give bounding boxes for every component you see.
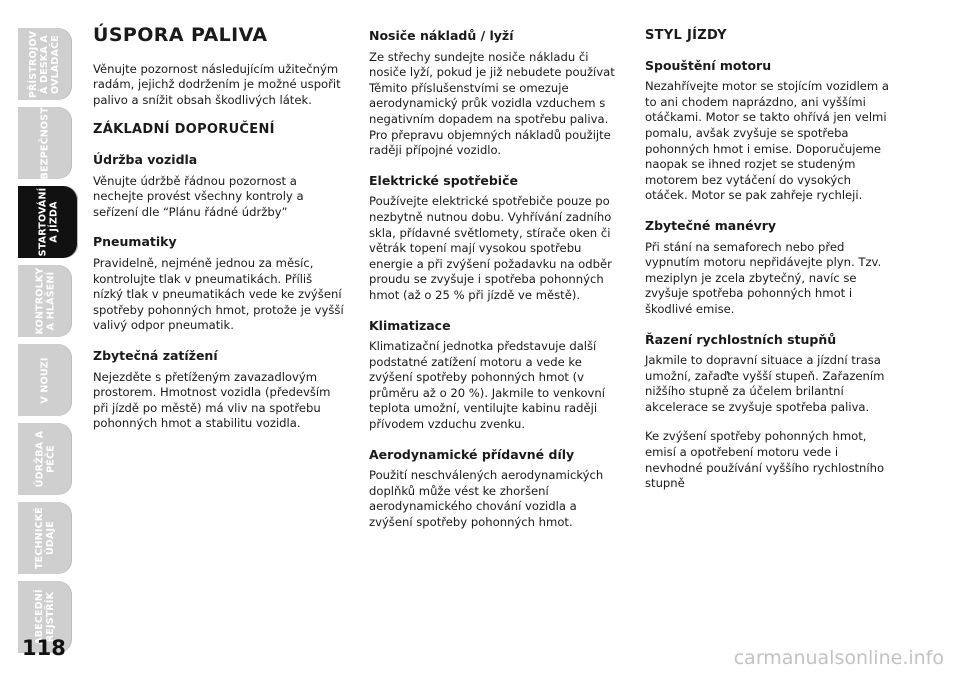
tab-label: V NOUZI — [39, 356, 51, 404]
paragraph: Ke zvýšení spotřeby pohonných hmot, emisí a opotřebení motoru vede i nevhodné používání vyššího rychlostního stupně — [645, 429, 885, 491]
tab-technicke-udaje[interactable] — [18, 502, 72, 574]
subheading: Zbytečná zatížení — [93, 347, 218, 363]
subheading: Zbytečné manévry — [645, 217, 777, 233]
paragraph: Nejezděte s přetíženým zavazadlovým prostorem. Hmotnost vozidla (především při jízdě po městě) má vliv na spotřebu pohonných hmot a stabilitu vozidla. — [93, 369, 331, 431]
paragraph: Klimatizační jednotka představuje další podstatné zatížení motoru a vede ke zvýšení spotřeby pohonných hmot (v průměru až o 20 %). Jakmile to venkovní teplota umožní, ventilujte kabinu raději přívodem vzduchu zvenku. — [369, 339, 605, 432]
paragraph: Nezahřívejte motor se stojícím vozidlem a to ani chodem naprázdno, ani vyššími otáčkami. Motor se takto ohřívá jen velmi pomalu, avšak zvyšuje se spotřeba pohonných hmot i emise. Doporučujeme naopak se ihned rozjet se studeným motorem bez vytáčení do vysokých otáček. Motor se pak zahřeje rychleji. — [645, 79, 890, 203]
tab-udrzba[interactable] — [18, 423, 72, 495]
tab-kontrolky[interactable] — [18, 265, 72, 337]
paragraph: Při stání na semaforech nebo před vypnutím motoru nepřidávejte plyn. Tzv. meziplyn je zcela zbytečný, navíc se zvyšuje spotřeba pohonných hmot i škodlivé emise. — [645, 239, 882, 316]
paragraph: Věnujte údržbě řádnou pozornost a nechejte provést všechny kontroly a seřízení dle “Plánu řádné údržby” — [93, 173, 304, 219]
section-title: STYL JÍZDY — [645, 28, 727, 43]
intro-text: Věnujte pozornost následujícím užitečným radám, jejichž dodržením je možné uspořit palivo a snížit obsah škodlivých látek. — [93, 61, 341, 107]
chapter-tabs — [18, 28, 74, 660]
subheading: Klimatizace — [369, 317, 451, 333]
paragraph: Pravidelně, nejméně jednou za měsíc, kontrolujte tlak v pneumatikách. Příliš nízký tlak v pneumatikách vede ke zvýšení spotřeby pohonných hmot, protože je vyšší valivý odpor pneumatik. — [93, 255, 344, 333]
tab-label: PŘÍSTROJOV Á DESKA A OVLADAČE — [28, 30, 62, 98]
subheading: Pneumatiky — [93, 234, 177, 250]
paragraph: Použití neschválených aerodynamických doplňků může vést ke zhoršení aerodynamického chování vozidla a zvýšení spotřeby pohonných hmot. — [369, 468, 604, 530]
paragraph: Jakmile to dopravní situace a jízdní trasa umožní, zařaďte vyšší stupeň. Zařazením nižšího stupně za účelem brilantní akcelerace se zvyšuje spotřeba paliva. — [645, 353, 885, 414]
page-title: ÚSPORA PALIVA — [93, 24, 268, 46]
tab-pristrojova-deska[interactable] — [18, 28, 72, 100]
tab-label: ÚDRŽBA A PÉČE — [34, 430, 57, 488]
subheading: Údržba vozidla — [93, 151, 198, 167]
subheading: Elektrické spotřebiče — [369, 172, 518, 188]
paragraph: Používejte elektrické spotřebiče pouze po nezbytně nutnou dobu. Vyhřívání zadního skla, přídavné světlomety, stírače oken či větrák topení mají vysokou spotřebu energie a při zvýšení požadavku na odběr proudu se zvyšuje i spotřeba pohonných hmot (až o 25 % při jízdě ve městě). — [369, 194, 612, 302]
tab-startovani-a-jizda[interactable] — [18, 186, 78, 258]
page-number: 118 — [22, 636, 66, 660]
column-3 — [645, 28, 897, 506]
tab-bezpecnost[interactable] — [18, 107, 72, 179]
tab-label: STARTOVÁNÍ A JÍZDA — [37, 187, 60, 257]
subheading: Nosiče nákladů / lyží — [369, 28, 514, 43]
subheading: Spouštění motoru — [645, 57, 772, 73]
tab-label: KONTROLKY A HLÁŠENÍ — [34, 267, 56, 335]
subheading: Aerodynamické přídavné díly — [369, 446, 575, 462]
paragraph: Ze střechy sundejte nosiče nákladu či nosiče lyží, pokud je již nebudete používat Těmito příslušenstvími se omezuje aerodynamický průk vozidla vzduchem s negativním dopadem na spotřebu paliva. Pro přepravu objemných nákladů použijte raději přípojné vozidlo. — [369, 49, 615, 158]
watermark: carmanualsonline.info — [733, 647, 944, 669]
subheading: Řazení rychlostních stupňů — [645, 331, 837, 347]
column-1 — [93, 24, 345, 446]
tab-v-nouzi[interactable] — [18, 344, 72, 416]
tab-label: ABECEDNÍ REJSTŘÍK — [34, 589, 57, 645]
tab-label: BEZPEČNOST — [39, 106, 51, 179]
column-2 — [369, 28, 621, 545]
tab-label: TECHNICKÉ ÚDAJE — [34, 506, 57, 570]
section-title: ZÁKLADNÍ DOPORUČENÍ — [93, 122, 275, 138]
